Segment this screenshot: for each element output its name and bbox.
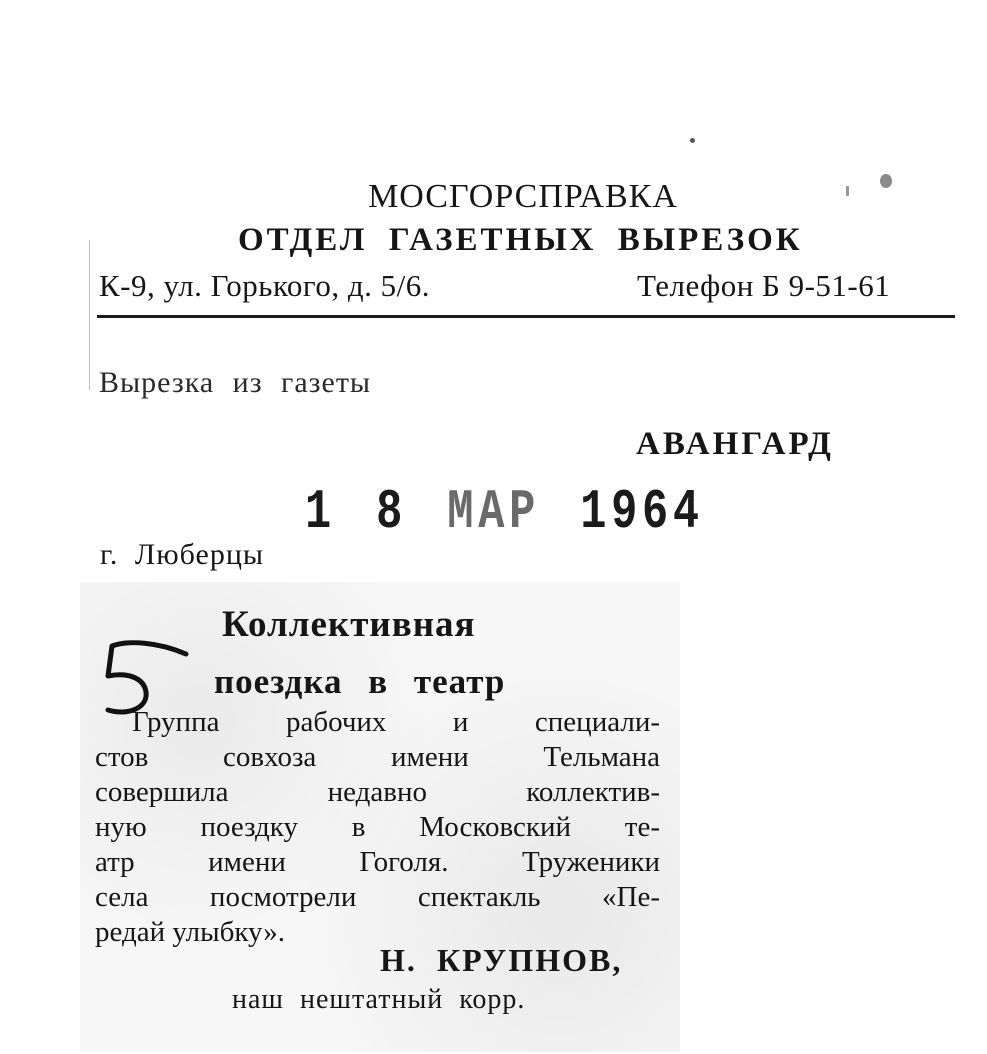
date-stamp-day: 1 8 [305,480,408,544]
scan-speck [690,138,695,143]
date-stamp-month: МАР [447,480,540,544]
article-body-line: ную поездку в Московский те- [95,811,660,843]
article-body-line: села посмотрели спектакль «Пе- [95,881,660,913]
article-author-role: наш нештатный корр. [232,984,526,1015]
department-name: ОТДЕЛ ГАЗЕТНЫХ ВЫРЕЗОК [238,222,803,258]
date-stamp-year: 1964 [580,480,704,544]
article-body-line: Группа рабочих и специали- [132,706,660,738]
article-body-line: атр имени Гоголя. Труженики [95,846,660,878]
article-title-line-1: Коллективная [222,604,476,645]
newspaper-name: АВАНГАРД [636,426,834,462]
city-label: г. Люберцы [100,538,265,571]
article-body [95,705,660,950]
organization-name: МОСГОРСПРАВКА [368,178,678,215]
header-rule [97,315,955,318]
date-stamp [305,480,704,544]
article-author: Н. КРУПНОВ, [380,942,623,978]
article-body-line: редай улыбку». [95,916,285,948]
article-title-line-2: поездка в театр [214,662,506,701]
clipping-source-label: Вырезка из газеты [99,366,372,399]
article-body-line: совершила недавно коллектив- [95,776,660,808]
phone-number: Телефон Б 9-51-61 [637,268,891,303]
article-body-line: стов совхоза имени Тельмана [95,741,660,773]
address: К-9, ул. Горького, д. 5/6. [99,268,431,303]
margin-line [89,240,90,390]
